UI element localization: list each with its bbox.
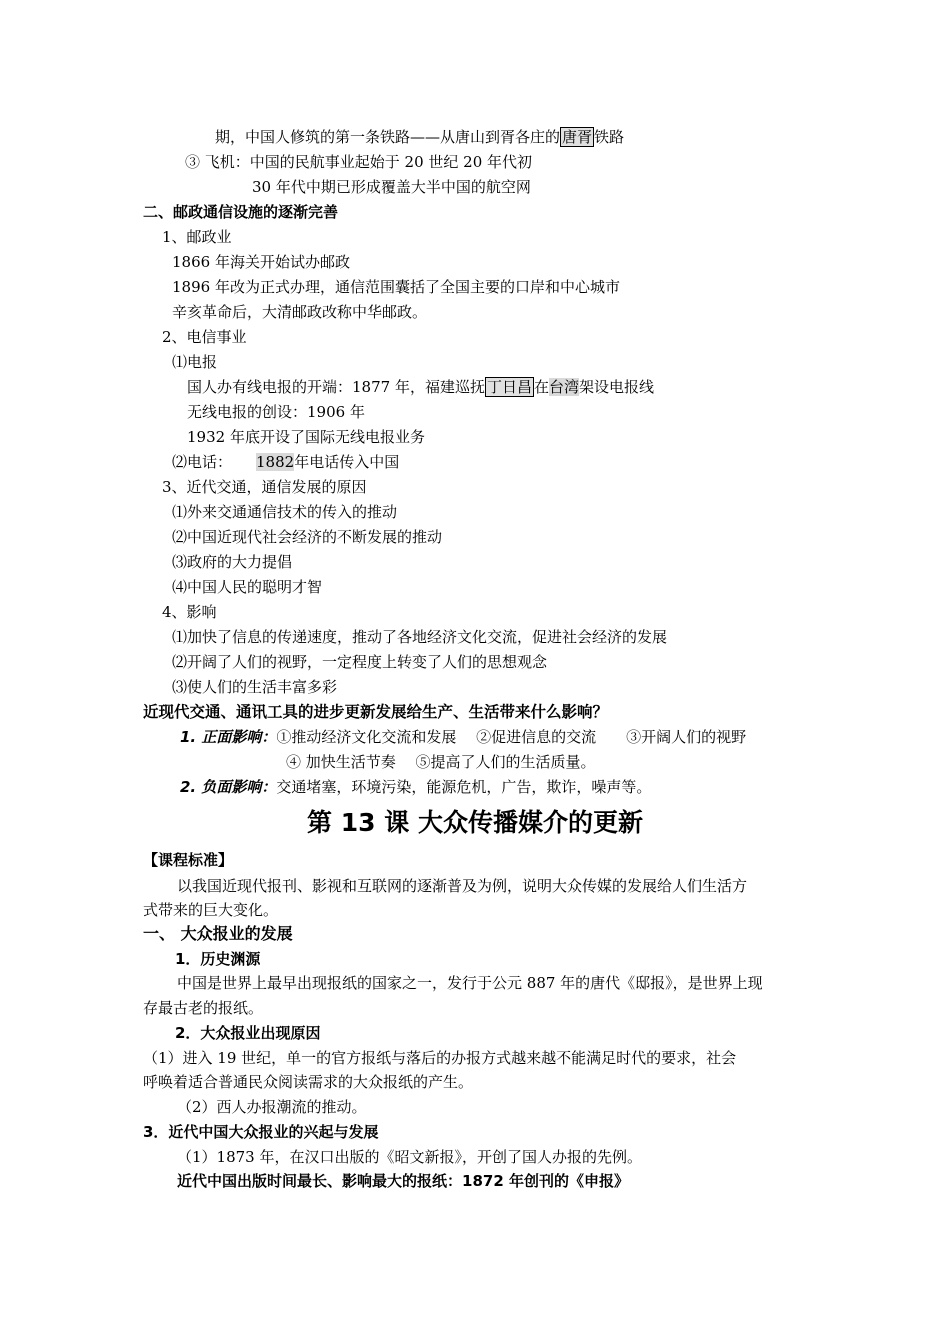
text-line: （1）进入 19 世纪，单一的官方报纸与落后的办报方式越来越不能满足时代的要求，社会 bbox=[143, 1049, 737, 1067]
rail-line bbox=[215, 127, 624, 147]
subheading: 3．近代中国大众报业的兴起与发展 bbox=[143, 1123, 379, 1141]
telegraph-line bbox=[187, 377, 654, 397]
subheading: 4、影响 bbox=[162, 603, 217, 621]
text: 期，中国人修筑的第一条铁路——从唐山到胥各庄的 bbox=[215, 128, 561, 146]
text-line: ⑴外来交通通信技术的传入的推动 bbox=[172, 503, 398, 521]
text-line: ⑷中国人民的聪明才智 bbox=[172, 578, 323, 596]
text: ①推动经济文化交流和发展 ②促进信息的交流 ③开阔人们的视野 bbox=[276, 728, 747, 746]
text-line: 1932 年底开设了国际无线电报业务 bbox=[187, 428, 425, 446]
negative-label: 2. 负面影响： bbox=[180, 778, 277, 796]
text-line: ⑶使人们的生活丰富多彩 bbox=[172, 678, 338, 696]
text-line: 式带来的巨大变化。 bbox=[143, 901, 279, 919]
text-line: ④ 加快生活节奏 ⑤提高了人们的生活质量。 bbox=[286, 753, 596, 771]
subheading: 2、电信事业 bbox=[162, 328, 247, 346]
positive-label: 1. 正面影响： bbox=[180, 728, 277, 746]
text-line: 存最古老的报纸。 bbox=[143, 999, 264, 1017]
text-line: 辛亥革命后，大清邮政改称中华邮政。 bbox=[172, 303, 428, 321]
text: 架设电报线 bbox=[579, 378, 655, 396]
air-line-2: 30 年代中期已形成覆盖大半中国的航空网 bbox=[252, 178, 531, 196]
text-line: 近代中国出版时间最长、影响最大的报纸：1872 年创刊的《申报》 bbox=[177, 1172, 629, 1190]
lesson-title: 第 13 课 大众传播媒介的更新 bbox=[307, 808, 643, 837]
text-line: ⑶政府的大力提倡 bbox=[172, 553, 293, 571]
text: 年电话传入中国 bbox=[294, 453, 400, 471]
text-line: 呼唤着适合普通民众阅读需求的大众报纸的产生。 bbox=[143, 1073, 474, 1091]
section-heading: 一、 大众报业的发展 bbox=[143, 924, 293, 943]
text: 在 bbox=[533, 378, 549, 396]
text-line: 以我国近现代报刊、影视和互联网的逐渐普及为例，说明大众传媒的发展给人们生活方 bbox=[177, 877, 748, 895]
negative-impact bbox=[180, 777, 651, 797]
text-line: 无线电报的创设：1906 年 bbox=[187, 403, 365, 421]
text-line: 1866 年海关开始试办邮政 bbox=[172, 253, 350, 271]
phone-line bbox=[172, 452, 399, 472]
text: 国人办有线电报的开端：1877 年，福建巡抚 bbox=[187, 378, 485, 396]
highlight-place: 台湾 bbox=[548, 378, 579, 396]
text-line: （2）西人办报潮流的推动。 bbox=[177, 1098, 367, 1116]
question: 近现代交通、通讯工具的进步更新发展给生产、生活带来什么影响？ bbox=[143, 703, 609, 721]
text: 铁路 bbox=[594, 128, 625, 146]
text: 交通堵塞，环境污染，能源危机，广告，欺诈，噪声等。 bbox=[276, 778, 652, 796]
text-line: （1）1873 年，在汉口出版的《昭文新报》，开创了国人办报的先例。 bbox=[177, 1148, 642, 1166]
subheading: 2．大众报业出现原因 bbox=[175, 1024, 321, 1042]
highlight-tangxu: 唐胥 bbox=[562, 128, 593, 146]
subheading: 3、近代交通，通信发展的原因 bbox=[162, 478, 367, 496]
text-line: ⑵中国近现代社会经济的不断发展的推动 bbox=[172, 528, 443, 546]
highlight-name: 丁日昌 bbox=[486, 378, 532, 396]
highlight-year: 1882 bbox=[256, 453, 295, 471]
text-line: ⑴加快了信息的传递速度，推动了各地经济文化交流，促进社会经济的发展 bbox=[172, 628, 668, 646]
text: ⑵电话： bbox=[172, 453, 233, 471]
air-line-1: ③ 飞机：中国的民航事业起始于 20 世纪 20 年代初 bbox=[185, 153, 533, 171]
subheading: 1、邮政业 bbox=[162, 228, 232, 246]
positive-impact bbox=[180, 727, 746, 747]
subheading: 1．历史渊源 bbox=[175, 950, 261, 968]
text-line: ⑴电报 bbox=[172, 353, 218, 371]
standard-heading: 【课程标准】 bbox=[143, 851, 234, 869]
text-line: 1896 年改为正式办理，通信范围囊括了全国主要的口岸和中心城市 bbox=[172, 278, 620, 296]
text-line: 中国是世界上最早出现报纸的国家之一，发行于公元 887 年的唐代《邸报》，是世界上现 bbox=[177, 974, 763, 992]
section-heading: 二、邮政通信设施的逐渐完善 bbox=[143, 203, 339, 221]
text-line: ⑵开阔了人们的视野，一定程度上转变了人们的思想观念 bbox=[172, 653, 548, 671]
